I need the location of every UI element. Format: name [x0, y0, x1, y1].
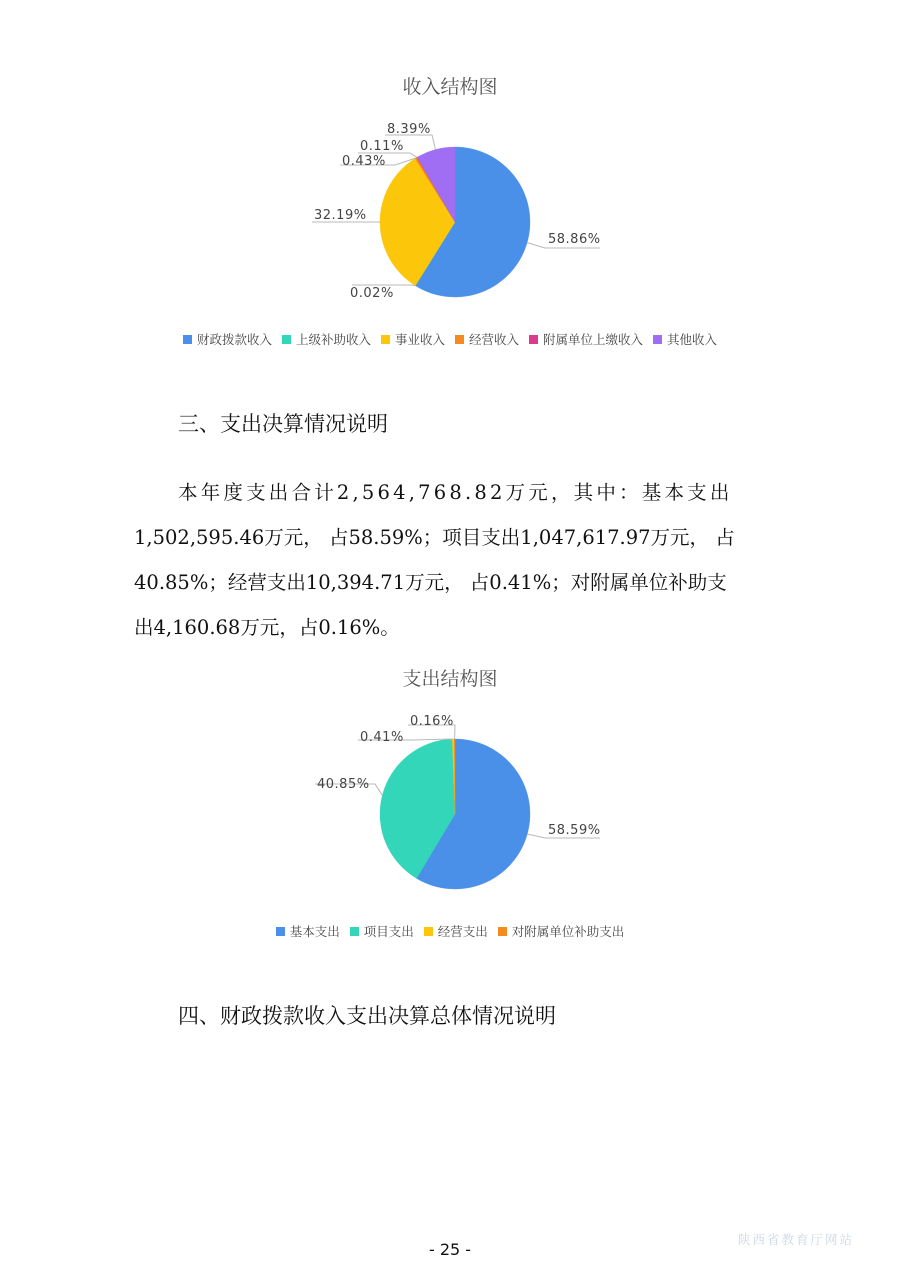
legend-label: 项目支出 [363, 924, 414, 939]
data-label: 58.86% [548, 232, 601, 247]
paragraph-line: 40.85%；经营支出10,394.71万元， 占0.41%；对附属单位补助支 [134, 571, 727, 594]
income-chart-legend [0, 330, 900, 348]
legend-entry [424, 922, 488, 940]
legend-label: 对附属单位补助支出 [511, 924, 625, 939]
legend-label: 事业收入 [394, 332, 445, 347]
legend-entry [498, 922, 625, 940]
expense-pie-chart [0, 700, 900, 905]
legend-swatch [282, 335, 291, 344]
expense-chart-legend [0, 922, 900, 940]
data-label: 0.16% [410, 714, 454, 729]
paragraph-line: 出4,160.68万元，占0.16%。 [134, 616, 400, 639]
legend-swatch [276, 927, 285, 936]
legend-label: 其他收入 [667, 332, 718, 347]
data-label: 32.19% [314, 208, 367, 223]
data-label: 40.85% [317, 777, 370, 792]
paragraph-line: 1,502,595.46万元， 占58.59%；项目支出1,047,617.97万元， 占 [134, 526, 735, 549]
page-number: - 25 - [428, 1240, 472, 1259]
legend-label: 附属单位上缴收入 [543, 332, 644, 347]
data-label: 0.11% [360, 139, 404, 154]
legend-entry [381, 330, 445, 348]
legend-entry [653, 330, 717, 348]
legend-label: 上级补助收入 [295, 332, 371, 347]
section-heading-fiscal: 四、财政拨款收入支出决算总体情况说明 [178, 1004, 556, 1028]
expense-chart-title: 支出结构图 [402, 668, 498, 690]
legend-label: 经营支出 [437, 924, 488, 939]
legend-swatch [350, 927, 359, 936]
legend-swatch [498, 927, 507, 936]
legend-entry [183, 330, 272, 348]
legend-label: 财政拨款收入 [196, 332, 272, 347]
data-label: 0.02% [350, 286, 394, 301]
income-chart-title: 收入结构图 [402, 76, 498, 98]
legend-swatch [183, 335, 192, 344]
data-label: 58.59% [548, 823, 601, 838]
income-pie-chart [0, 105, 900, 320]
legend-swatch [529, 335, 538, 344]
legend-entry [455, 330, 519, 348]
data-label: 0.43% [342, 154, 386, 169]
legend-entry [276, 922, 340, 940]
legend-swatch [455, 335, 464, 344]
legend-label: 基本支出 [289, 924, 340, 939]
legend-swatch [424, 927, 433, 936]
legend-swatch [653, 335, 662, 344]
data-label: 8.39% [387, 122, 431, 137]
paragraph-line: 本年度支出合计2,564,768.82万元，其中：基本支出 [178, 481, 733, 504]
expense-summary-paragraph [134, 470, 779, 650]
legend-entry [350, 922, 414, 940]
section-heading-expense: 三、支出决算情况说明 [178, 412, 388, 436]
legend-entry [529, 330, 643, 348]
legend-swatch [381, 335, 390, 344]
site-watermark: 陕西省教育厅网站 [738, 1232, 855, 1247]
data-label: 0.41% [360, 730, 404, 745]
legend-entry [282, 330, 371, 348]
legend-label: 经营收入 [469, 332, 520, 347]
